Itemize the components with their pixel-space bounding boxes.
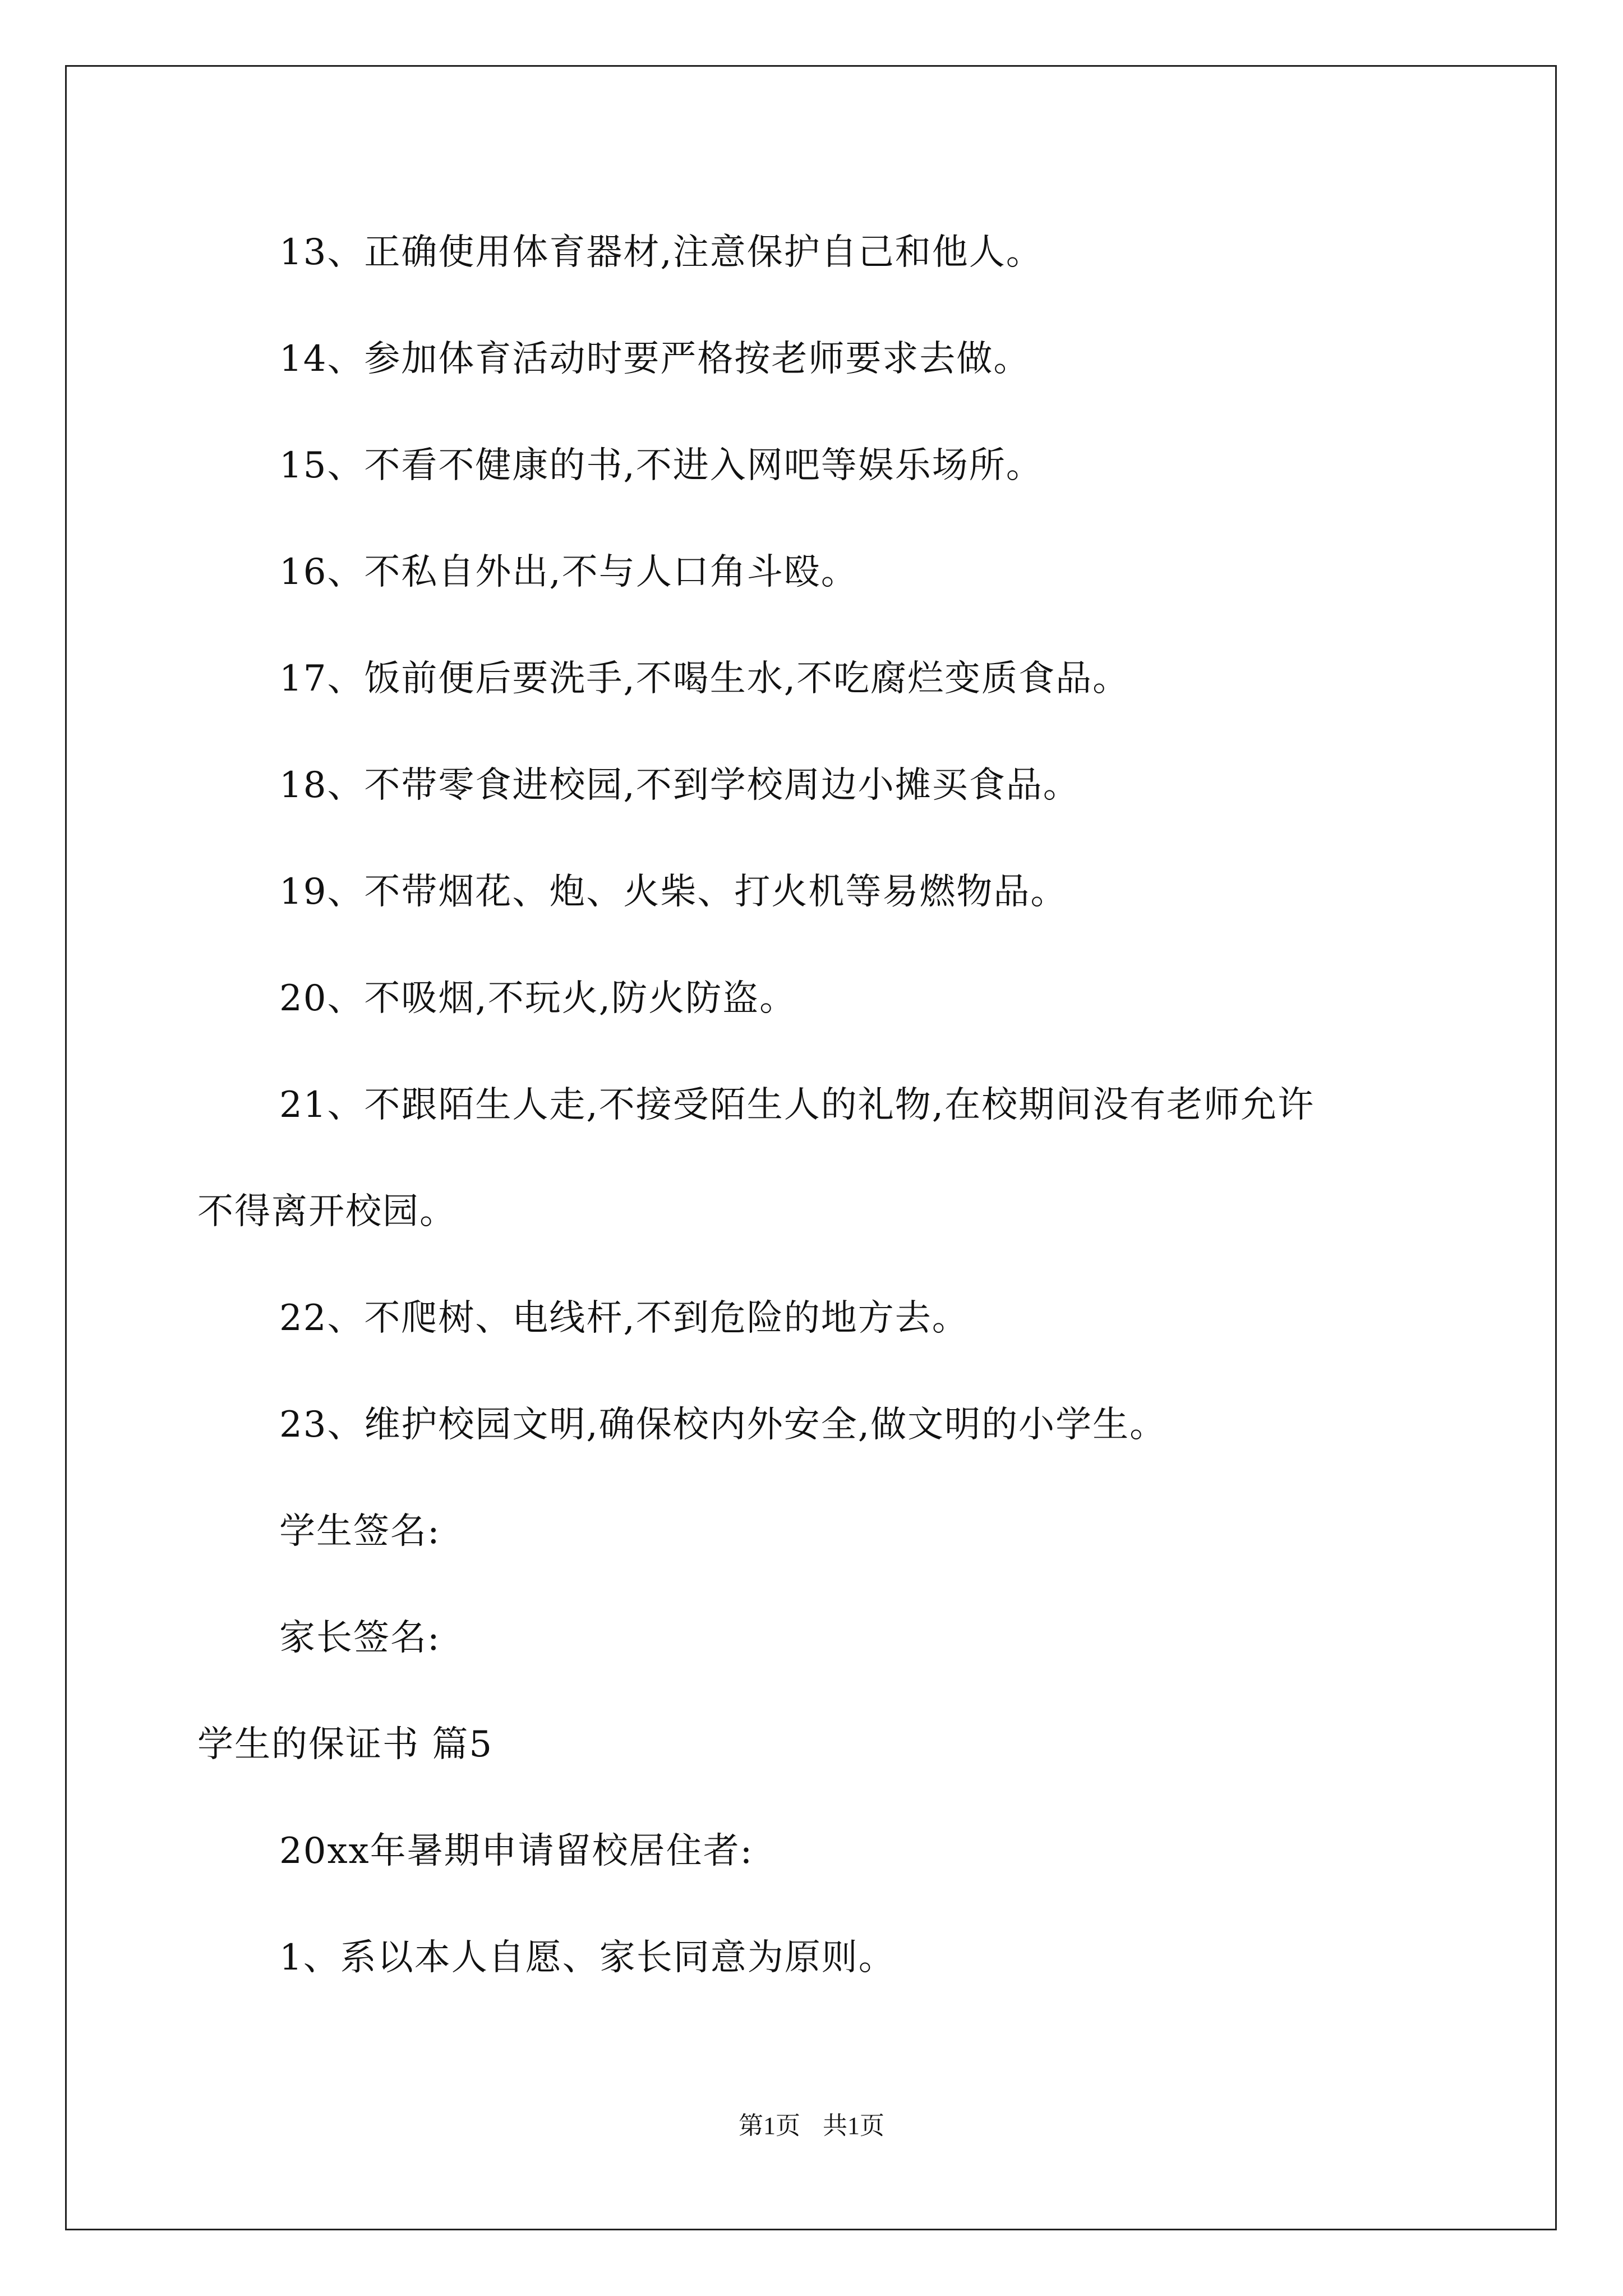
page-number: 第1页 [739, 2112, 800, 2139]
item-17: 17、饭前便后要洗手,不喝生水,不吃腐烂变质食品。 [279, 658, 1130, 700]
section-heading: 学生的保证书 篇5 [197, 1724, 494, 1765]
item-19: 19、不带烟花、炮、火柴、打火机等易燃物品。 [279, 871, 1068, 913]
item-20: 20、不吸烟,不玩火,防火防盗。 [279, 978, 797, 1019]
page-total: 共1页 [823, 2112, 884, 2139]
parent-signature: 家长签名: [279, 1617, 441, 1659]
item-13: 13、正确使用体育器材,注意保护自己和他人。 [279, 232, 1043, 273]
page-border [65, 65, 1557, 2230]
item-14: 14、参加体育活动时要严格按老师要求去做。 [279, 338, 1031, 380]
item-21-cont: 不得离开校园。 [197, 1191, 457, 1232]
item-15: 15、不看不健康的书,不进入网吧等娱乐场所。 [279, 445, 1043, 486]
student-signature: 学生签名: [279, 1511, 441, 1552]
item-22: 22、不爬树、电线杆,不到危险的地方去。 [279, 1297, 969, 1339]
rule-1: 1、系以本人自愿、家长同意为原则。 [279, 1937, 896, 1978]
page-footer [0, 2109, 1623, 2143]
section-intro: 20xx年暑期申请留校居住者: [279, 1830, 754, 1872]
item-18: 18、不带零食进校园,不到学校周边小摊买食品。 [279, 765, 1080, 806]
item-23: 23、维护校园文明,确保校内外安全,做文明的小学生。 [279, 1404, 1167, 1446]
item-21: 21、不跟陌生人走,不接受陌生人的礼物,在校期间没有老师允许 [279, 1084, 1315, 1126]
item-16: 16、不私自外出,不与人口角斗殴。 [279, 551, 858, 593]
